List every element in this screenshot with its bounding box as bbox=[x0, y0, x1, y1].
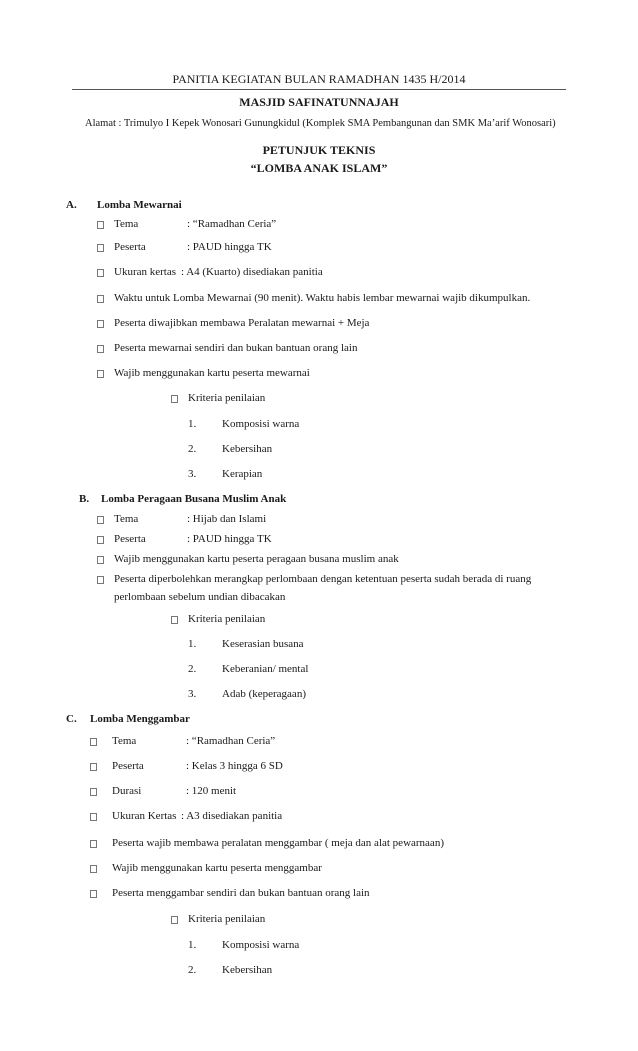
b-c2-num: 2. bbox=[188, 663, 197, 675]
bullet-icon bbox=[171, 616, 178, 624]
bullet-icon bbox=[97, 516, 104, 524]
b-c3: Adab (keperagaan) bbox=[222, 688, 306, 700]
bullet-icon bbox=[97, 556, 104, 564]
c-c2: Kebersihan bbox=[222, 964, 273, 976]
c-kriteria: Kriteria penilaian bbox=[188, 913, 266, 925]
c-kertas-label: Ukuran Kertas bbox=[112, 810, 177, 822]
c-peralatan: Peserta wajib membawa peralatan menggambar ( meja dan alat pewarnaan) bbox=[112, 837, 444, 849]
b-rangkap-line2: perlombaan sebelum undian dibacakan bbox=[114, 591, 286, 603]
b-rangkap-line1: Peserta diperbolehkan merangkap perlombaan dengan ketentuan peserta sudah berada di ruang bbox=[114, 573, 532, 585]
a-c3-num: 3. bbox=[188, 468, 197, 480]
b-tema-value: : Hijab dan Islami bbox=[187, 513, 267, 525]
a-c1: Komposisi warna bbox=[222, 418, 300, 430]
bullet-icon bbox=[97, 370, 104, 378]
a-c1-num: 1. bbox=[188, 418, 197, 430]
b-kartu: Wajib menggunakan kartu peserta peragaan busana muslim anak bbox=[114, 553, 399, 565]
bullet-icon bbox=[90, 788, 97, 796]
a-c2: Kebersihan bbox=[222, 443, 273, 455]
bullet-icon bbox=[90, 890, 97, 898]
section-c-title: Lomba Menggambar bbox=[90, 713, 190, 725]
document-subtitle: “LOMBA ANAK ISLAM” bbox=[250, 161, 388, 175]
b-c3-num: 3. bbox=[188, 688, 197, 700]
a-peserta-value: : PAUD hingga TK bbox=[187, 241, 272, 253]
a-sendiri: Peserta mewarnai sendiri dan bukan bantuan orang lain bbox=[114, 342, 358, 354]
bullet-icon bbox=[90, 865, 97, 873]
c-durasi-label: Durasi bbox=[112, 785, 142, 797]
section-c-letter: C. bbox=[66, 713, 77, 725]
b-peserta-value: : PAUD hingga TK bbox=[187, 533, 272, 545]
document-title: PETUNJUK TEKNIS bbox=[262, 143, 376, 157]
bullet-icon bbox=[97, 345, 104, 353]
b-kriteria: Kriteria penilaian bbox=[188, 613, 266, 625]
bullet-icon bbox=[90, 738, 97, 746]
bullet-icon bbox=[171, 395, 178, 403]
bullet-icon bbox=[171, 916, 178, 924]
address: Alamat : Trimulyo I Kepek Wonosari Gunungkidul (Komplek SMA Pembangunan dan SMK Ma’arif Wonosari) bbox=[85, 118, 556, 129]
c-c1: Komposisi warna bbox=[222, 939, 300, 951]
c-c2-num: 2. bbox=[188, 964, 197, 976]
b-peserta-label: Peserta bbox=[114, 533, 146, 545]
org-heading: PANITIA KEGIATAN BULAN RAMADHAN 1435 H/2014 bbox=[172, 72, 466, 86]
c-kartu: Wajib menggunakan kartu peserta menggambar bbox=[112, 862, 322, 874]
bullet-icon bbox=[97, 320, 104, 328]
bullet-icon bbox=[97, 536, 104, 544]
b-c2: Keberanian/ mental bbox=[222, 663, 309, 675]
header-rule bbox=[72, 89, 566, 90]
a-peralatan: Peserta diwajibkan membawa Peralatan mewarnai + Meja bbox=[114, 317, 370, 329]
c-durasi-value: : 120 menit bbox=[186, 785, 237, 797]
a-kriteria: Kriteria penilaian bbox=[188, 392, 266, 404]
a-waktu: Waktu untuk Lomba Mewarnai (90 menit). Waktu habis lembar mewarnai wajib dikumpulkan. bbox=[114, 292, 531, 304]
a-kertas-label: Ukuran kertas bbox=[114, 266, 177, 278]
bullet-icon bbox=[97, 295, 104, 303]
a-c2-num: 2. bbox=[188, 443, 197, 455]
a-kartu: Wajib menggunakan kartu peserta mewarnai bbox=[114, 367, 310, 379]
mosque-name: MASJID SAFINATUNNAJAH bbox=[239, 95, 399, 109]
b-tema-label: Tema bbox=[114, 513, 139, 525]
bullet-icon bbox=[97, 269, 104, 277]
c-peserta-value: : Kelas 3 hingga 6 SD bbox=[186, 760, 283, 772]
bullet-icon bbox=[90, 840, 97, 848]
b-c1: Keserasian busana bbox=[222, 638, 304, 650]
c-tema-label: Tema bbox=[112, 735, 137, 747]
a-tema-label: Tema bbox=[114, 218, 139, 230]
c-tema-value: : “Ramadhan Ceria” bbox=[186, 735, 276, 747]
section-a-title: Lomba Mewarnai bbox=[97, 199, 182, 211]
section-a-letter: A. bbox=[66, 199, 77, 211]
c-peserta-label: Peserta bbox=[112, 760, 144, 772]
bullet-icon bbox=[97, 244, 104, 252]
section-b-letter: B. bbox=[79, 493, 90, 505]
a-kertas-value: : A4 (Kuarto) disediakan panitia bbox=[181, 266, 323, 278]
a-peserta-label: Peserta bbox=[114, 241, 146, 253]
bullet-icon bbox=[97, 221, 104, 229]
section-b-title: Lomba Peragaan Busana Muslim Anak bbox=[101, 493, 287, 505]
b-c1-num: 1. bbox=[188, 638, 197, 650]
c-c1-num: 1. bbox=[188, 939, 197, 951]
a-c3: Kerapian bbox=[222, 468, 263, 480]
bullet-icon bbox=[97, 576, 104, 584]
a-tema-value: : “Ramadhan Ceria” bbox=[187, 218, 277, 230]
bullet-icon bbox=[90, 763, 97, 771]
bullet-icon bbox=[90, 813, 97, 821]
c-kertas-value: : A3 disediakan panitia bbox=[181, 810, 283, 822]
c-sendiri: Peserta menggambar sendiri dan bukan bantuan orang lain bbox=[112, 887, 370, 899]
